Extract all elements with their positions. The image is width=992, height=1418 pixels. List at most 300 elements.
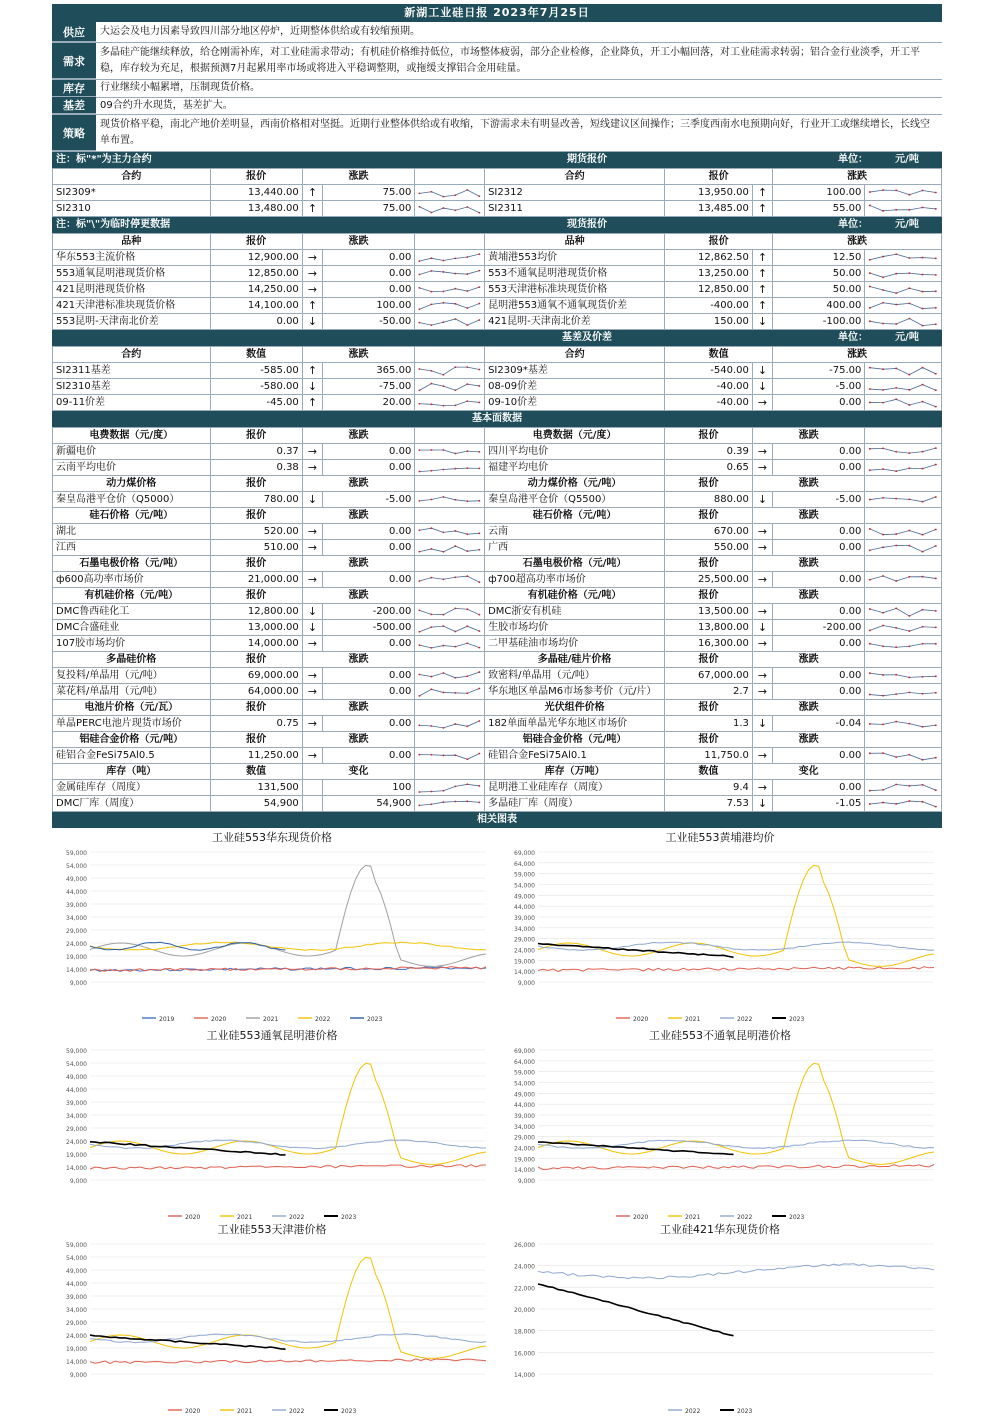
trend-arrow-icon: →	[752, 684, 772, 700]
spacer-cell	[865, 476, 942, 492]
spacer-cell	[865, 428, 942, 444]
sparkline	[415, 749, 484, 763]
trend-arrow-icon: →	[302, 444, 322, 460]
item-change: 400.00	[773, 298, 865, 314]
item-name: DMC合盛硅业	[53, 620, 211, 636]
table-row	[53, 492, 942, 508]
basis-label: 基差	[52, 97, 96, 114]
column-header: 涨跌	[302, 508, 415, 524]
item-name: 黄埔港553均价	[485, 250, 665, 266]
series-line	[538, 1165, 934, 1170]
column-header: 报价	[210, 556, 302, 572]
item-change: 54,900	[323, 796, 415, 812]
y-tick-label: 54,000	[66, 1061, 87, 1068]
sparkline	[415, 315, 484, 329]
column-header: 涨跌	[302, 652, 415, 668]
item-name: 湖北	[53, 524, 211, 540]
sparkline-cell	[415, 572, 485, 588]
item-name: SI2309*基差	[485, 363, 665, 379]
sparkline-cell	[415, 444, 485, 460]
trend-arrow-icon: →	[302, 460, 322, 476]
chart-plot	[52, 846, 492, 1026]
item-name: 金属硅库存（周度）	[53, 780, 211, 796]
sparkline-cell	[865, 201, 942, 217]
y-tick-label: 59,000	[66, 1048, 87, 1055]
supply-label: 供应	[52, 22, 96, 42]
item-change: 0.00	[773, 684, 865, 700]
item-value: 11,250.00	[210, 748, 302, 764]
y-tick-label: 16,000	[514, 1350, 535, 1358]
item-change: 0.00	[773, 668, 865, 684]
y-tick-label: 19,000	[514, 1156, 535, 1164]
item-change: 0.00	[773, 460, 865, 476]
sparkline-cell	[865, 314, 942, 330]
column-header: 报价	[665, 428, 753, 444]
y-tick-label: 49,000	[66, 1268, 87, 1275]
basis-header	[52, 330, 942, 346]
sparkline-cell	[865, 620, 942, 636]
series-line	[90, 1140, 486, 1149]
trend-arrow-icon: →	[302, 250, 322, 266]
trend-arrow-icon: →	[752, 604, 772, 620]
column-header	[415, 169, 485, 185]
sparkline	[415, 251, 484, 265]
trend-arrow-icon: →	[302, 540, 322, 556]
trend-arrow-icon: →	[752, 524, 772, 540]
trend-arrow-icon: ↑	[302, 298, 322, 314]
trend-arrow-icon: →	[752, 460, 772, 476]
chart-plot	[52, 1238, 492, 1418]
demand-label: 需求	[52, 43, 96, 79]
trend-arrow-icon: →	[302, 716, 322, 732]
strategy-row	[52, 115, 942, 152]
sparkline	[865, 186, 941, 200]
table-row	[53, 266, 942, 282]
trend-arrow-icon: →	[752, 636, 772, 652]
y-tick-label: 34,000	[66, 915, 87, 922]
spacer-cell	[865, 588, 942, 604]
sparkline-cell	[415, 201, 485, 217]
item-name: 二甲基硅油市场均价	[485, 636, 665, 652]
sparkline-cell	[865, 796, 942, 812]
column-header: 涨跌	[752, 508, 865, 524]
table-row	[53, 282, 942, 298]
series-line	[538, 1142, 734, 1154]
column-header: 涨跌	[752, 588, 865, 604]
legend-label: 2022	[289, 1214, 305, 1221]
table-row	[53, 524, 942, 540]
item-change: 0.00	[323, 716, 415, 732]
item-value: 11,750.0	[665, 748, 753, 764]
sparkline	[415, 186, 484, 200]
item-name: 致密料/单晶用（元/吨）	[485, 668, 665, 684]
trend-arrow-icon: ↑	[752, 298, 772, 314]
y-tick-label: 49,000	[514, 1091, 535, 1099]
item-name: DMC鲁西硅化工	[53, 604, 211, 620]
line-chart	[52, 1028, 492, 1224]
y-tick-label: 14,000	[514, 1372, 535, 1379]
spacer-cell	[865, 732, 942, 748]
trend-arrow-icon: →	[302, 748, 322, 764]
item-change: -75.00	[323, 379, 415, 395]
sparkline-cell	[415, 748, 485, 764]
column-header: 数值	[210, 347, 302, 363]
item-name: 云南	[485, 524, 665, 540]
supply-text: 大运会及电力因素导致四川部分地区停炉，近期整体供给或有较缩预期。	[100, 26, 420, 37]
column-header: 涨跌	[302, 556, 415, 572]
sparkline	[865, 445, 941, 459]
item-value: -40.00	[665, 395, 753, 411]
item-value: 0.38	[210, 460, 302, 476]
item-name: 182单面单晶光华东地区市场价	[485, 716, 665, 732]
trend-arrow-icon: ↓	[752, 363, 772, 379]
item-value: 12,862.50	[665, 250, 753, 266]
item-change: 0.00	[773, 540, 865, 556]
column-header: 涨跌	[302, 732, 415, 748]
y-tick-label: 59,000	[514, 871, 535, 879]
sparkline	[865, 749, 941, 763]
spot-table	[52, 233, 942, 330]
item-value: -40.00	[665, 379, 753, 395]
sparkline	[415, 283, 484, 297]
legend-label: 2020	[185, 1408, 201, 1415]
y-tick-label: 54,000	[514, 882, 535, 890]
sparkline-cell	[865, 492, 942, 508]
trend-arrow-icon: ↑	[752, 185, 772, 201]
sparkline	[865, 267, 941, 281]
report-title: 新湖工业硅日报 2023年7月25日	[52, 4, 942, 22]
column-header: 报价	[665, 652, 753, 668]
item-name: SI2310基差	[53, 379, 211, 395]
group-header: 石墨电极价格（元/吨）	[53, 556, 211, 572]
spacer-cell	[865, 508, 942, 524]
item-change: -5.00	[773, 379, 865, 395]
item-value: -400.00	[665, 298, 753, 314]
column-header: 数值	[665, 764, 753, 780]
item-change: 0.00	[773, 444, 865, 460]
item-change: -50.00	[323, 314, 415, 330]
column-header: 涨跌	[752, 428, 865, 444]
y-tick-label: 49,000	[66, 876, 87, 883]
sparkline	[415, 797, 484, 811]
chart-plot	[500, 1044, 940, 1224]
series-line	[538, 944, 734, 958]
legend-label: 2023	[341, 1408, 357, 1415]
table-row	[53, 636, 942, 652]
sparkline	[415, 781, 484, 795]
line-chart	[52, 830, 492, 1026]
strategy-text: 现货价格平稳，南北产地价差明显，西南价格相对坚挺。近期行业整体供给或有收缩，下游需求未有明显改善，短线建议区间操作；三季度西南水电预期向好，行业开工或继续增长，长线空单布置。	[100, 119, 930, 146]
item-change: 100.00	[323, 298, 415, 314]
spacer-cell	[415, 588, 485, 604]
item-name: SI2309*	[53, 185, 211, 201]
sparkline-cell	[865, 572, 942, 588]
item-value: 14,000.00	[210, 636, 302, 652]
sparkline-cell	[415, 620, 485, 636]
table-row	[53, 428, 942, 444]
item-name: 硅铝合金FeSi75Al0.5	[53, 748, 211, 764]
column-header: 报价	[210, 732, 302, 748]
table-row	[53, 668, 942, 684]
item-change: 20.00	[323, 395, 415, 411]
item-value: 150.00	[665, 314, 753, 330]
fundamentals-section-title: 基本面数据	[472, 413, 522, 424]
table-row	[53, 620, 942, 636]
sparkline-cell	[415, 604, 485, 620]
item-name: 广西	[485, 540, 665, 556]
item-name: 华东553主流价格	[53, 250, 211, 266]
item-change: 100	[323, 780, 415, 796]
y-tick-label: 19,000	[514, 958, 535, 966]
column-header: 合约	[485, 169, 665, 185]
sparkline-cell	[865, 363, 942, 379]
item-change: 0.00	[323, 540, 415, 556]
trend-arrow-icon: →	[302, 266, 322, 282]
group-header: 多晶硅/硅片价格	[485, 652, 665, 668]
sparkline-cell	[415, 780, 485, 796]
y-tick-label: 18,000	[514, 1328, 535, 1336]
item-name: 菜花料/单晶用（元/吨）	[53, 684, 211, 700]
column-header: 报价	[210, 652, 302, 668]
sparkline-cell	[415, 185, 485, 201]
y-tick-label: 34,000	[514, 1123, 535, 1131]
sparkline-cell	[415, 282, 485, 298]
column-header: 涨跌	[302, 476, 415, 492]
item-value: -580.00	[210, 379, 302, 395]
column-header: 合约	[53, 347, 211, 363]
item-change: -0.04	[773, 716, 865, 732]
sparkline	[415, 493, 484, 507]
item-value: 880.00	[665, 492, 753, 508]
sparkline-cell	[865, 282, 942, 298]
table-row	[53, 764, 942, 780]
sparkline	[865, 797, 941, 811]
sparkline	[865, 621, 941, 635]
charts-section-title: 相关图表	[477, 814, 517, 825]
item-name: ф600高功率市场价	[53, 572, 211, 588]
fundamentals-table	[52, 427, 942, 812]
y-tick-label: 34,000	[66, 1307, 87, 1314]
spacer-cell	[415, 556, 485, 572]
column-header: 涨跌	[773, 169, 942, 185]
item-value: 13,950.00	[665, 185, 753, 201]
inventory-text: 行业继续小幅累增，压制现货价格。	[96, 80, 942, 98]
chart-plot	[52, 1044, 492, 1224]
item-change: 75.00	[323, 185, 415, 201]
legend-label: 2021	[685, 1016, 701, 1023]
item-value: 7.53	[665, 796, 753, 812]
y-tick-label: 29,000	[66, 1126, 87, 1133]
chart-plot	[500, 846, 940, 1026]
chart-plot	[500, 1238, 940, 1418]
item-value: 54,900	[210, 796, 302, 812]
column-header: 报价	[210, 508, 302, 524]
sparkline	[415, 202, 484, 216]
item-name: SI2312	[485, 185, 665, 201]
item-name: 福建平均电价	[485, 460, 665, 476]
item-name: ф700超高功率市场价	[485, 572, 665, 588]
chart-title: 工业硅553黄埔港均价	[665, 831, 775, 844]
column-header: 报价	[210, 476, 302, 492]
sparkline-cell	[865, 748, 942, 764]
sparkline	[865, 315, 941, 329]
item-name: 多晶硅厂库（周度）	[485, 796, 665, 812]
sparkline-cell	[865, 460, 942, 476]
column-header: 品种	[485, 234, 665, 250]
sparkline-cell	[865, 668, 942, 684]
item-name: 553通氧昆明港现货价格	[53, 266, 211, 282]
chart-title: 工业硅553通氧昆明港价格	[206, 1029, 338, 1042]
series-line	[538, 865, 934, 966]
sparkline-cell	[865, 524, 942, 540]
item-change: -5.00	[773, 492, 865, 508]
sparkline-cell	[415, 540, 485, 556]
legend-label: 2022	[737, 1016, 753, 1023]
table-row	[53, 298, 942, 314]
item-name: 421昆明-天津南北价差	[485, 314, 665, 330]
sparkline-cell	[415, 379, 485, 395]
column-header: 变化	[302, 764, 415, 780]
item-name: 四川平均电价	[485, 444, 665, 460]
item-change: -5.00	[323, 492, 415, 508]
sparkline	[415, 637, 484, 651]
trend-arrow-icon: ↓	[752, 492, 772, 508]
sparkline	[865, 283, 941, 297]
item-change: 0.00	[323, 636, 415, 652]
y-tick-label: 9,000	[69, 1372, 87, 1379]
y-tick-label: 29,000	[66, 928, 87, 935]
trend-arrow-icon: →	[752, 668, 772, 684]
column-header: 合约	[485, 347, 665, 363]
futures-unit-label: 单位：	[838, 154, 868, 165]
column-header: 数值	[210, 764, 302, 780]
legend-label: 2021	[685, 1214, 701, 1221]
sparkline	[415, 267, 484, 281]
group-header: 电费数据（元/度）	[53, 428, 211, 444]
series-line	[538, 967, 934, 972]
column-header: 涨跌	[752, 476, 865, 492]
table-header-row	[53, 169, 942, 185]
futures-header	[52, 152, 942, 168]
series-line	[538, 1140, 934, 1148]
column-header: 品种	[53, 234, 211, 250]
item-name: 09-11价差	[53, 395, 211, 411]
spot-header	[52, 217, 942, 233]
item-change: -1.05	[773, 796, 865, 812]
y-tick-label: 44,000	[514, 1102, 535, 1110]
spacer-cell	[415, 508, 485, 524]
item-value: 780.00	[210, 492, 302, 508]
trend-arrow-icon: →	[302, 572, 322, 588]
table-row	[53, 716, 942, 732]
group-header: 动力煤价格	[53, 476, 211, 492]
y-tick-label: 69,000	[514, 850, 535, 857]
series-line	[90, 1063, 486, 1164]
item-value: -585.00	[210, 363, 302, 379]
item-value: 64,000.00	[210, 684, 302, 700]
y-tick-label: 14,000	[514, 969, 535, 977]
sparkline	[865, 202, 941, 216]
trend-arrow-icon: ↓	[302, 604, 322, 620]
item-value: 13,250.00	[665, 266, 753, 282]
y-tick-label: 19,000	[66, 1346, 87, 1353]
group-header: 多晶硅价格	[53, 652, 211, 668]
sparkline-cell	[415, 716, 485, 732]
chart-title: 工业硅553华东现货价格	[212, 831, 332, 844]
y-tick-label: 34,000	[66, 1113, 87, 1120]
table-row	[53, 796, 942, 812]
fundamentals-header	[52, 411, 942, 427]
trend-arrow-icon: ↑	[752, 282, 772, 298]
item-value: 12,800.00	[210, 604, 302, 620]
spacer-cell	[415, 732, 485, 748]
table-row	[53, 444, 942, 460]
legend-label: 2021	[237, 1214, 253, 1221]
table-row	[53, 314, 942, 330]
item-change: 0.00	[323, 282, 415, 298]
item-value: 13,485.00	[665, 201, 753, 217]
chart-title: 工业硅421华东现货价格	[660, 1223, 780, 1236]
y-tick-label: 14,000	[514, 1167, 535, 1175]
y-tick-label: 59,000	[514, 1069, 535, 1077]
item-value: 14,100.00	[210, 298, 302, 314]
y-tick-label: 14,000	[66, 1165, 87, 1172]
item-change: -75.00	[773, 363, 865, 379]
item-value: 520.00	[210, 524, 302, 540]
y-tick-label: 64,000	[514, 860, 535, 868]
futures-unit: 元/吨	[895, 154, 919, 165]
sparkline	[415, 573, 484, 587]
sparkline-cell	[865, 444, 942, 460]
spacer-cell	[865, 556, 942, 572]
series-line	[90, 1142, 286, 1155]
item-name: SI2310	[53, 201, 211, 217]
column-header: 报价	[210, 169, 302, 185]
trend-arrow-icon: ↓	[752, 620, 772, 636]
legend-label: 2023	[789, 1214, 805, 1221]
legend-label: 2022	[737, 1214, 753, 1221]
item-change: 0.00	[773, 604, 865, 620]
basis-section-title: 基差及价差	[562, 332, 612, 343]
trend-arrow-icon: ↓	[302, 492, 322, 508]
item-change: 0.00	[773, 524, 865, 540]
item-name: 复投料/单晶用（元/吨）	[53, 668, 211, 684]
item-change: 75.00	[323, 201, 415, 217]
y-tick-label: 24,000	[66, 941, 87, 948]
spacer-cell	[415, 700, 485, 716]
sparkline	[865, 637, 941, 651]
item-value: 13,500.00	[665, 604, 753, 620]
sparkline	[865, 717, 941, 731]
trend-arrow-icon: ↑	[752, 201, 772, 217]
spot-unit-label: 单位：	[838, 219, 868, 230]
item-change: 0.00	[773, 395, 865, 411]
item-value: 16,300.00	[665, 636, 753, 652]
table-row	[53, 652, 942, 668]
sparkline	[865, 396, 941, 410]
y-tick-label: 54,000	[66, 1255, 87, 1262]
item-name: 华东地区单晶M6市场参考价（元/片）	[485, 684, 665, 700]
item-value: 0.65	[665, 460, 753, 476]
y-tick-label: 69,000	[514, 1048, 535, 1055]
trend-arrow-icon: ↓	[302, 620, 322, 636]
column-header: 涨跌	[752, 732, 865, 748]
table-row	[53, 604, 942, 620]
sparkline-cell	[865, 379, 942, 395]
table-row	[53, 363, 942, 379]
y-tick-label: 22,000	[514, 1285, 535, 1293]
series-line	[538, 1264, 934, 1279]
